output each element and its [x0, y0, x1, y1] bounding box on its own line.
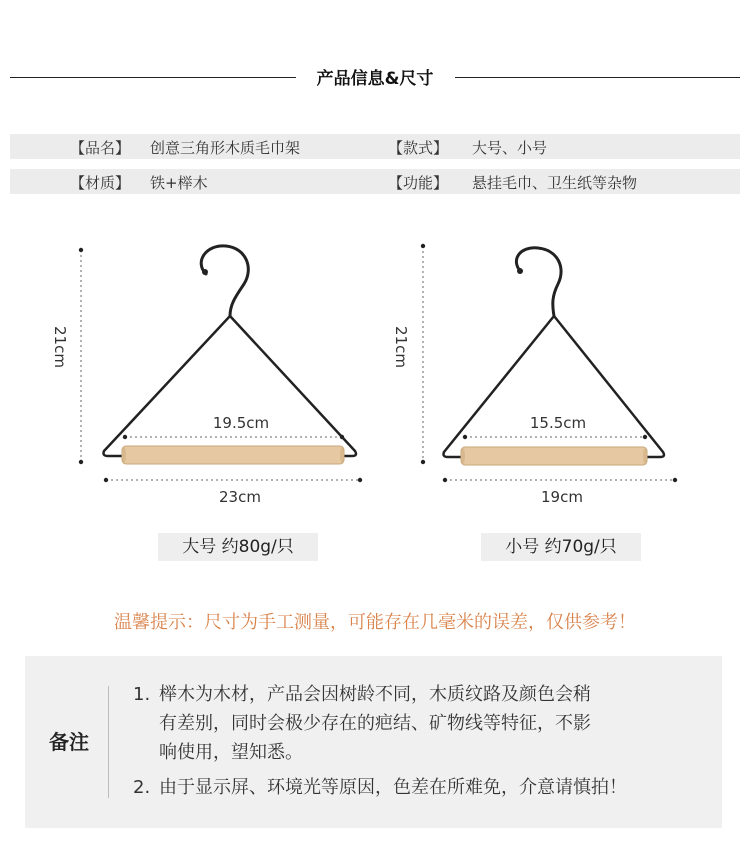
- note-item-1-line-1: 榉木为木材，产品会因树龄不同，木质纹路及颜色会稍: [159, 684, 591, 705]
- measurement-tip: 温馨提示：尺寸为手工测量，可能存在几毫米的误差，仅供参考！: [114, 612, 636, 633]
- small-dimension-lines: [423, 246, 675, 480]
- small-weight-box: 小号 约70g/只: [481, 533, 641, 561]
- small-hanger-image: [444, 248, 665, 465]
- name-value: 创意三角形木质毛巾架: [150, 139, 301, 157]
- material-label: 【材质】: [70, 174, 131, 192]
- large-weight-box: 大号 约80g/只: [158, 533, 318, 561]
- style-label: 【款式】: [388, 139, 449, 157]
- large-width-label: 23cm: [219, 488, 261, 506]
- note-item-1-line-3: 响使用，望知悉。: [159, 742, 303, 763]
- note-item-2-line-1: 由于显示屏、环境光等原因，色差在所难免，介意请慎拍！: [159, 777, 627, 798]
- note-item-1: [133, 680, 693, 770]
- notes-divider: [108, 686, 109, 798]
- note-item-2-number: 2.: [133, 777, 151, 798]
- notes-label: 备注: [49, 730, 89, 754]
- large-bar-width-label: 19.5cm: [212, 414, 270, 432]
- small-width-label: 19cm: [541, 488, 583, 506]
- small-height-label: 21cm: [392, 326, 410, 368]
- style-value: 大号、小号: [472, 139, 548, 157]
- large-height-label: 21cm: [51, 326, 69, 368]
- notes-panel: [25, 656, 722, 828]
- small-bar-width-label: 15.5cm: [529, 414, 587, 432]
- function-value: 悬挂毛巾、卫生纸等杂物: [472, 174, 638, 192]
- section-title: 产品信息&尺寸: [316, 69, 434, 89]
- note-item-1-number: 1.: [133, 684, 151, 705]
- name-label: 【品名】: [70, 139, 131, 157]
- function-label: 【功能】: [388, 174, 449, 192]
- note-item-2: [133, 773, 713, 803]
- note-item-1-line-2: 有差别，同时会极少存在的疤结、矿物线等特征，不影: [159, 713, 591, 734]
- material-value: 铁+榉木: [150, 174, 208, 192]
